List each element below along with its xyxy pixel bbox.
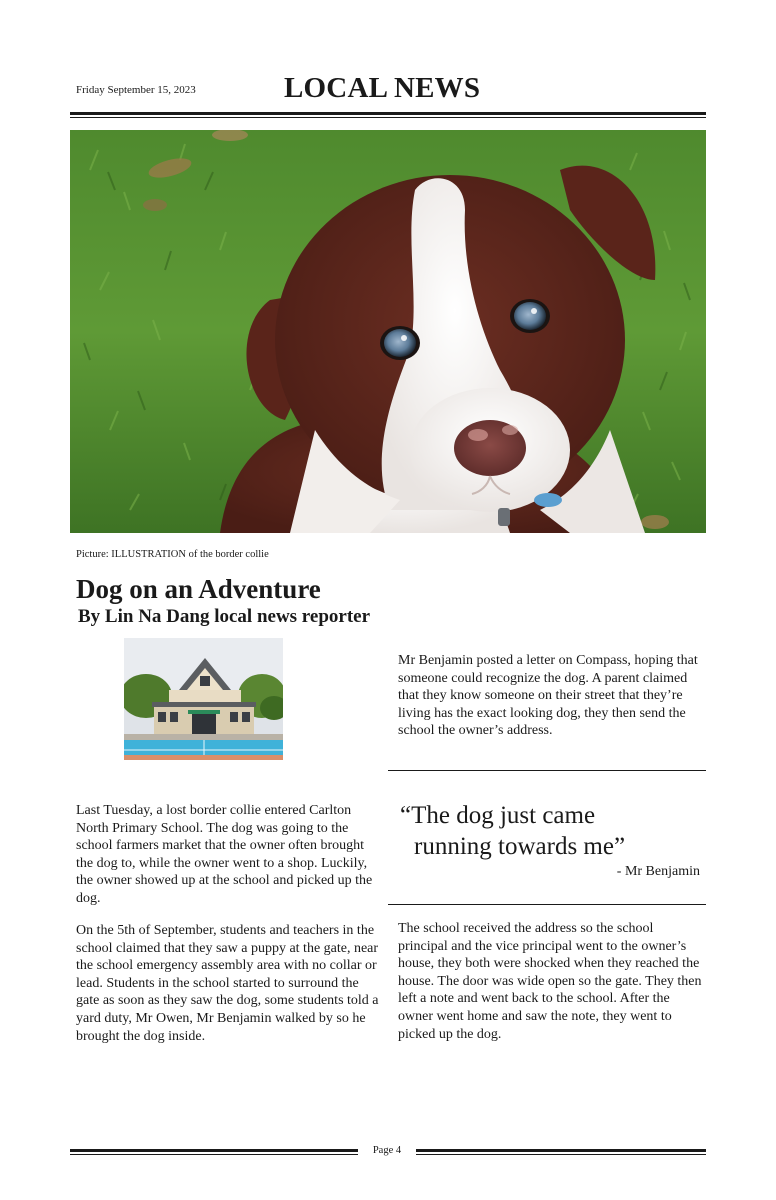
pull-quote-line-1: “The dog just came [400,802,596,829]
photo-caption: Picture: ILLUSTRATION of the border collie [76,549,269,560]
page-number: Page 4 [372,1145,402,1156]
issue-date: Friday September 15, 2023 [76,84,196,96]
pull-quote-author: - Mr Benjamin [616,864,700,879]
pull-quote-line-2: running towards me” [414,833,626,860]
pull-quote-rule-top [388,770,706,771]
newspaper-title: LOCAL NEWS [284,72,481,104]
article-paragraph-3: Mr Benjamin posted a letter on Compass, hoping that someone could recognize the dog. A parent claimed that they know someone on their street that they’re living has the exact looking dog, they then send the school the owner’s address. [398,653,698,739]
masthead-rule-thin [70,117,706,118]
footer-rule-left-thin [70,1154,358,1155]
article-paragraph-4: The school received the address so the school principal and the vice principal went to the owner’s house, they both were shocked when they reached the house. The door was wide open so the gate. They then left a note and went back to the school. After the owner went home and saw the note, they went to picked up the dog. [398,921,702,1042]
pull-quote-rule-bottom [388,904,706,905]
footer-rule-left-thick [70,1149,358,1152]
masthead-rule-thick [70,112,706,115]
article-headline: Dog on an Adventure [76,574,321,604]
border-collie-puppy-photo [70,130,706,533]
pull-quote [400,800,700,862]
footer-rule-right-thick [416,1149,706,1152]
article-byline: By Lin Na Dang local news reporter [78,606,371,627]
article-paragraph-2: On the 5th of September, students and teachers in the school claimed that they saw a puppy at the gate, near the school emergency assembly area with no collar or lead. Students in the school started to surround the gate as soon as they saw the dog, some students told a yard duty, Mr Owen, Mr Benjamin walked by so he brought the dog inside. [76,923,379,1044]
school-building-photo [124,638,283,760]
article-paragraph-1: Last Tuesday, a lost border collie entered Carlton North Primary School. The dog was going to the school farmers market that the owner often brought the dog to, while the owner went to a shop. Luckily, the owner showed up at the school and picked up the dog. [76,803,373,906]
footer-rule-right-thin [416,1154,706,1155]
